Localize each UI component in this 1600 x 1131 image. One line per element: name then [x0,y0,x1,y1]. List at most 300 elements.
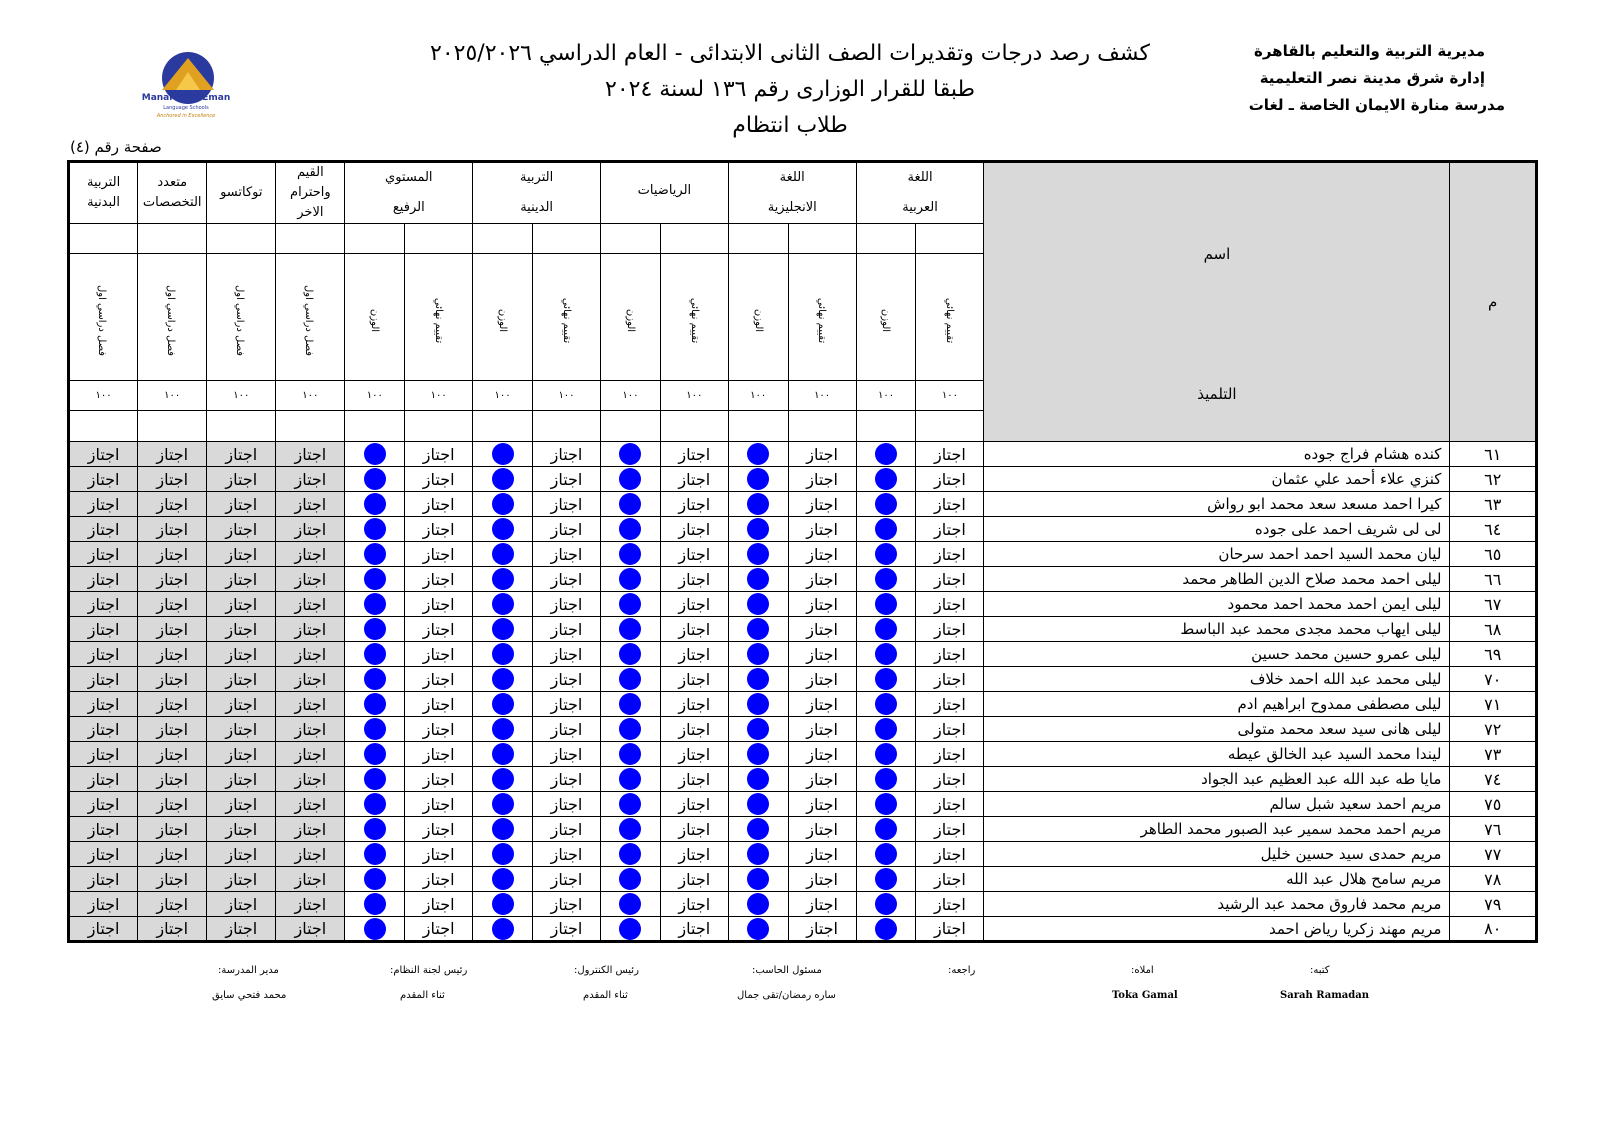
student-number: ٧٢ [1450,717,1537,742]
final-grade-cell: اجتاز [532,717,600,742]
weight-dot [747,918,769,940]
weight-cell [728,767,788,792]
weight-cell [473,867,533,892]
final-grade-cell: اجتاز [405,617,473,642]
final-grade-cell: اجتاز [660,692,728,717]
weight-dot [492,493,514,515]
weight-cell [601,592,661,617]
weight-cell [728,742,788,767]
term-grade-cell: اجتاز [69,642,138,667]
final-grade-cell: اجتاز [660,642,728,667]
max-value-cell: ١٠٠ [728,381,788,411]
weight-cell [856,442,916,467]
subheader-weight-text: الوزن [497,308,509,332]
weight-dot [747,668,769,690]
final-grade-cell: اجتاز [660,442,728,467]
final-grade-cell: اجتاز [788,817,856,842]
weight-dot [875,868,897,890]
term-grade-cell: اجتاز [69,717,138,742]
weight-dot [875,593,897,615]
weight-dot [619,918,641,940]
max-value-cell: ١٠٠ [276,381,345,411]
weight-dot [364,768,386,790]
logo-slogan: Anchored in Excellence [156,113,216,119]
blank-header-cell [138,411,207,442]
table-row [69,492,1537,517]
final-grade-cell: اجتاز [788,542,856,567]
subheader-weight [728,254,788,381]
table-row [69,792,1537,817]
final-grade-cell: اجتاز [532,517,600,542]
weight-dot [747,768,769,790]
weight-dot [492,843,514,865]
weight-cell [856,767,916,792]
final-grade-cell: اجتاز [532,892,600,917]
weight-cell [728,692,788,717]
col-header-name-bottom: التلميذ [1197,385,1237,403]
student-number: ٦٥ [1450,542,1537,567]
weight-dot [875,693,897,715]
weight-cell [473,717,533,742]
other-subject-header: متعدد التخصصات [138,162,207,224]
weight-cell [345,592,405,617]
subheader-term [207,254,276,381]
weight-cell [856,692,916,717]
final-grade-cell: اجتاز [788,917,856,942]
term-grade-cell: اجتاز [276,867,345,892]
blank-header-cell [345,224,405,254]
weight-cell [345,642,405,667]
weight-dot [747,543,769,565]
student-name: مايا طه عبد الله عبد العظيم عبد الجواد [984,767,1450,792]
term-grade-cell: اجتاز [69,692,138,717]
weight-dot [875,793,897,815]
table-row [69,667,1537,692]
final-grade-cell: اجتاز [660,467,728,492]
weight-dot [619,893,641,915]
weight-dot [492,918,514,940]
final-grade-cell: اجتاز [532,542,600,567]
final-grade-cell: اجتاز [660,867,728,892]
student-name: ليان محمد السيد احمد احمد سرحان [984,542,1450,567]
term-grade-cell: اجتاز [138,842,207,867]
student-name: مريم احمد سعيد شبل سالم [984,792,1450,817]
final-grade-cell: اجتاز [788,867,856,892]
student-number: ٦٨ [1450,617,1537,642]
term-grade-cell: اجتاز [138,767,207,792]
subject-line-2: الانجليزية [767,200,817,215]
table-row [69,542,1537,567]
max-value-cell: ١٠٠ [473,381,533,411]
weight-cell [728,542,788,567]
final-grade-cell: اجتاز [788,692,856,717]
weight-cell [473,467,533,492]
table-row [69,767,1537,792]
weight-dot [492,793,514,815]
weight-cell [345,542,405,567]
term-grade-cell: اجتاز [207,642,276,667]
table-row [69,817,1537,842]
term-grade-cell: اجتاز [69,567,138,592]
term-grade-cell: اجتاز [69,842,138,867]
subheader-weight [856,254,916,381]
weight-dot [364,518,386,540]
student-name: لى لى شريف احمد على جوده [984,517,1450,542]
weight-cell [601,742,661,767]
subheader-weight-text: الوزن [369,308,381,332]
term-grade-cell: اجتاز [207,542,276,567]
weight-dot [747,818,769,840]
term-grade-cell: اجتاز [138,742,207,767]
final-grade-cell: اجتاز [660,792,728,817]
weight-cell [856,467,916,492]
blank-header-cell [856,224,916,254]
weight-cell [345,492,405,517]
final-grade-cell: اجتاز [788,842,856,867]
weight-dot [619,468,641,490]
term-grade-cell: اجتاز [276,892,345,917]
weight-dot [619,568,641,590]
term-grade-cell: اجتاز [138,617,207,642]
final-grade-cell: اجتاز [916,542,984,567]
max-value-cell: ١٠٠ [345,381,405,411]
weight-dot [492,618,514,640]
weight-cell [601,817,661,842]
table-row [69,592,1537,617]
weight-cell [728,917,788,942]
final-grade-cell: اجتاز [916,617,984,642]
student-number: ٨٠ [1450,917,1537,942]
final-grade-cell: اجتاز [660,492,728,517]
subheader-term-text: فصل دراسي اول [96,284,108,356]
student-number: ٦٣ [1450,492,1537,517]
final-grade-cell: اجتاز [660,517,728,542]
weight-dot [747,793,769,815]
final-grade-cell: اجتاز [660,742,728,767]
max-value-cell: ١٠٠ [856,381,916,411]
student-name: ليلى ايمن احمد محمد احمد محمود [984,592,1450,617]
final-grade-cell: اجتاز [405,892,473,917]
term-grade-cell: اجتاز [207,492,276,517]
student-name: ليلى مصطفى ممدوح ابراهيم ادم [984,692,1450,717]
weight-dot [619,743,641,765]
term-grade-cell: اجتاز [207,567,276,592]
subject-header [345,162,473,224]
student-number: ٧٤ [1450,767,1537,792]
other-subject-header: القيم واحترام الاخر [276,162,345,224]
term-grade-cell: اجتاز [138,642,207,667]
term-grade-cell: اجتاز [276,567,345,592]
weight-cell [473,592,533,617]
final-grade-cell: اجتاز [405,817,473,842]
final-grade-cell: اجتاز [788,742,856,767]
final-grade-cell: اجتاز [788,892,856,917]
col-header-number: م [1450,162,1537,442]
blank-header-cell [69,411,138,442]
final-grade-cell: اجتاز [532,617,600,642]
sig-name-computer: ساره رمضان/تقى جمال [737,990,836,1001]
term-grade-cell: اجتاز [276,617,345,642]
weight-dot [492,468,514,490]
weight-dot [364,618,386,640]
weight-dot [747,643,769,665]
term-grade-cell: اجتاز [276,442,345,467]
subheader-term-text: فصل دراسي اول [165,284,177,356]
weight-dot [875,893,897,915]
weight-dot [747,843,769,865]
student-name: ليلى هانى سيد سعد محمد متولى [984,717,1450,742]
max-value-cell: ١٠٠ [788,381,856,411]
weight-cell [473,617,533,642]
weight-dot [747,718,769,740]
final-grade-cell: اجتاز [916,792,984,817]
final-grade-cell: اجتاز [660,542,728,567]
final-grade-cell: اجتاز [660,717,728,742]
title-line-3: طلاب انتظام [732,113,848,138]
final-grade-cell: اجتاز [788,717,856,742]
term-grade-cell: اجتاز [276,667,345,692]
blank-header-cell [916,224,984,254]
student-number: ٦٧ [1450,592,1537,617]
weight-cell [345,742,405,767]
weight-dot [492,693,514,715]
weight-dot [364,693,386,715]
weight-cell [345,667,405,692]
student-name: كيرا احمد مسعد سعد محمد ابو رواش [984,492,1450,517]
blank-header-cell [728,411,788,442]
weight-cell [345,467,405,492]
final-grade-cell: اجتاز [405,442,473,467]
term-grade-cell: اجتاز [207,617,276,642]
weight-cell [473,492,533,517]
weight-cell [728,842,788,867]
final-grade-cell: اجتاز [405,542,473,567]
other-subject-header: توكاتسو [207,162,276,224]
student-name: كنده هشام فراج جوده [984,442,1450,467]
subheader-final-text: تقييم نهائي [561,297,572,343]
weight-dot [492,443,514,465]
weight-dot [492,543,514,565]
final-grade-cell: اجتاز [532,742,600,767]
weight-dot [364,818,386,840]
student-number: ٧٦ [1450,817,1537,842]
final-grade-cell: اجتاز [405,492,473,517]
term-grade-cell: اجتاز [69,492,138,517]
weight-dot [364,893,386,915]
grades-table [67,160,1538,943]
term-grade-cell: اجتاز [276,842,345,867]
blank-header-cell [532,224,600,254]
term-grade-cell: اجتاز [138,692,207,717]
student-name: مريم حمدى سيد حسين خليل [984,842,1450,867]
term-grade-cell: اجتاز [207,917,276,942]
weight-dot [364,843,386,865]
final-grade-cell: اجتاز [660,842,728,867]
final-grade-cell: اجتاز [532,767,600,792]
sig-name-dictated: Toka Gamal [1112,990,1178,1001]
term-grade-cell: اجتاز [69,517,138,542]
term-grade-cell: اجتاز [69,467,138,492]
weight-cell [856,592,916,617]
weight-dot [492,868,514,890]
weight-cell [728,667,788,692]
subheader-term-text: فصل دراسي اول [303,284,315,356]
student-name: ليلى عمرو حسين محمد حسين [984,642,1450,667]
weight-cell [601,542,661,567]
signature-names [0,990,1600,1010]
weight-cell [473,642,533,667]
term-grade-cell: اجتاز [276,642,345,667]
term-grade-cell: اجتاز [207,592,276,617]
final-grade-cell: اجتاز [788,792,856,817]
other-subject-header: التربية البدنية [69,162,138,224]
weight-dot [747,743,769,765]
subject-header [473,162,601,224]
page-number: صفحة رقم (٤) [70,138,162,156]
sig-label-written: كتبه: [1310,965,1330,976]
weight-dot [875,618,897,640]
sig-label-principal: مدير المدرسة: [218,965,279,976]
weight-cell [345,442,405,467]
weight-cell [473,442,533,467]
final-grade-cell: اجتاز [916,842,984,867]
weight-cell [345,867,405,892]
student-number: ٧٠ [1450,667,1537,692]
final-grade-cell: اجتاز [532,467,600,492]
final-grade-cell: اجتاز [532,667,600,692]
col-header-name [984,162,1450,442]
final-grade-cell: اجتاز [405,917,473,942]
weight-cell [856,717,916,742]
weight-cell [856,542,916,567]
subject-line-2: الدينية [520,200,554,215]
table-row [69,517,1537,542]
term-grade-cell: اجتاز [207,442,276,467]
term-grade-cell: اجتاز [207,517,276,542]
logo-name: Manaret EL Eman [141,93,231,103]
weight-cell [856,892,916,917]
blank-header-cell [532,411,600,442]
term-grade-cell: اجتاز [69,867,138,892]
final-grade-cell: اجتاز [532,442,600,467]
student-number: ٦٤ [1450,517,1537,542]
subheader-term [138,254,207,381]
weight-dot [875,918,897,940]
weight-dot [747,568,769,590]
weight-dot [492,518,514,540]
max-value-cell: ١٠٠ [207,381,276,411]
weight-dot [619,518,641,540]
max-value-cell: ١٠٠ [660,381,728,411]
final-grade-cell: اجتاز [405,742,473,767]
weight-cell [728,792,788,817]
final-grade-cell: اجتاز [660,817,728,842]
weight-dot [364,868,386,890]
weight-cell [728,467,788,492]
weight-dot [364,568,386,590]
subheader-term-text: فصل دراسي اول [234,284,246,356]
student-number: ٧٨ [1450,867,1537,892]
final-grade-cell: اجتاز [405,592,473,617]
weight-dot [747,618,769,640]
weight-dot [492,668,514,690]
blank-header-cell [405,224,473,254]
weight-cell [345,767,405,792]
final-grade-cell: اجتاز [405,842,473,867]
weight-cell [473,542,533,567]
weight-dot [364,643,386,665]
term-grade-cell: اجتاز [138,542,207,567]
weight-dot [875,468,897,490]
school-info [1195,38,1505,119]
weight-cell [473,892,533,917]
subheader-weight-text: الوزن [880,308,892,332]
term-grade-cell: اجتاز [276,692,345,717]
final-grade-cell: اجتاز [916,592,984,617]
final-grade-cell: اجتاز [660,892,728,917]
final-grade-cell: اجتاز [916,517,984,542]
final-grade-cell: اجتاز [532,792,600,817]
final-grade-cell: اجتاز [532,567,600,592]
final-grade-cell: اجتاز [405,767,473,792]
term-grade-cell: اجتاز [276,917,345,942]
subject-line-1: التربية [520,170,554,185]
weight-cell [856,492,916,517]
term-grade-cell: اجتاز [207,742,276,767]
weight-dot [875,743,897,765]
subheader-final [660,254,728,381]
table-row [69,867,1537,892]
weight-dot [364,493,386,515]
weight-dot [619,843,641,865]
weight-cell [601,517,661,542]
weight-dot [492,768,514,790]
weight-dot [747,443,769,465]
blank-header-cell [916,411,984,442]
weight-dot [619,818,641,840]
weight-dot [619,543,641,565]
term-grade-cell: اجتاز [138,717,207,742]
weight-dot [619,618,641,640]
final-grade-cell: اجتاز [660,917,728,942]
term-grade-cell: اجتاز [138,517,207,542]
weight-cell [728,892,788,917]
term-grade-cell: اجتاز [138,817,207,842]
term-grade-cell: اجتاز [207,817,276,842]
term-grade-cell: اجتاز [69,617,138,642]
final-grade-cell: اجتاز [788,442,856,467]
sig-label-dictated: املاه: [1131,965,1154,976]
term-grade-cell: اجتاز [69,767,138,792]
final-grade-cell: اجتاز [405,567,473,592]
weight-dot [747,493,769,515]
title-line-2: طبقا للقرار الوزارى رقم ١٣٦ لسنة ٢٠٢٤ [605,77,975,102]
final-grade-cell: اجتاز [788,767,856,792]
weight-cell [473,767,533,792]
term-grade-cell: اجتاز [69,917,138,942]
weight-cell [601,567,661,592]
term-grade-cell: اجتاز [69,792,138,817]
student-name: ليلى ايهاب محمد مجدى محمد عبد الباسط [984,617,1450,642]
subject-header [601,162,729,224]
final-grade-cell: اجتاز [532,817,600,842]
blank-header-cell [660,411,728,442]
table-row [69,892,1537,917]
final-grade-cell: اجتاز [532,642,600,667]
student-name: ليندا محمد السيد عبد الخالق عيطه [984,742,1450,767]
term-grade-cell: اجتاز [207,467,276,492]
final-grade-cell: اجتاز [916,567,984,592]
